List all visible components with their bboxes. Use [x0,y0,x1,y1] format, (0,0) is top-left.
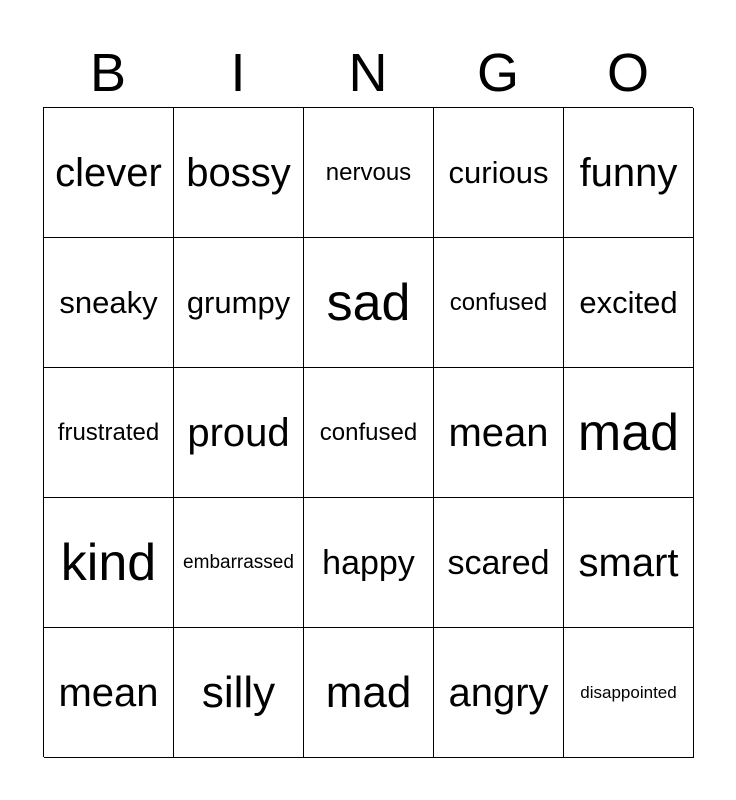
bingo-cell[interactable]: frustrated [44,368,174,498]
header-letter-b: B [89,43,127,103]
bingo-cell[interactable]: angry [434,628,564,758]
bingo-cell[interactable]: sneaky [44,238,174,368]
header-letter-i: I [230,43,246,103]
bingo-cell[interactable]: kind [44,498,174,628]
header-letter-g: G [476,43,519,103]
bingo-cell[interactable]: mad [304,628,434,758]
header-letter-o: O [606,43,649,103]
bingo-cell[interactable]: sad [304,238,434,368]
bingo-cell[interactable]: clever [44,108,174,238]
bingo-cell[interactable]: funny [564,108,694,238]
bingo-cell[interactable]: mad [564,368,694,498]
bingo-cell[interactable]: disappointed [564,628,694,758]
bingo-cell[interactable]: curious [434,108,564,238]
bingo-cell[interactable]: grumpy [174,238,304,368]
bingo-cell[interactable]: mean [44,628,174,758]
bingo-cell[interactable]: embarrassed [174,498,304,628]
bingo-cell[interactable]: confused [434,238,564,368]
bingo-cell[interactable]: scared [434,498,564,628]
header-letter-n: N [348,43,388,103]
bingo-cell[interactable]: excited [564,238,694,368]
bingo-cell[interactable]: bossy [174,108,304,238]
bingo-cell[interactable]: smart [564,498,694,628]
bingo-cell[interactable]: silly [174,628,304,758]
bingo-cell[interactable]: happy [304,498,434,628]
bingo-cell[interactable]: nervous [304,108,434,238]
bingo-cell[interactable]: proud [174,368,304,498]
bingo-header [43,40,693,106]
bingo-cell[interactable]: mean [434,368,564,498]
bingo-board [43,107,693,757]
bingo-cell[interactable]: confused [304,368,434,498]
